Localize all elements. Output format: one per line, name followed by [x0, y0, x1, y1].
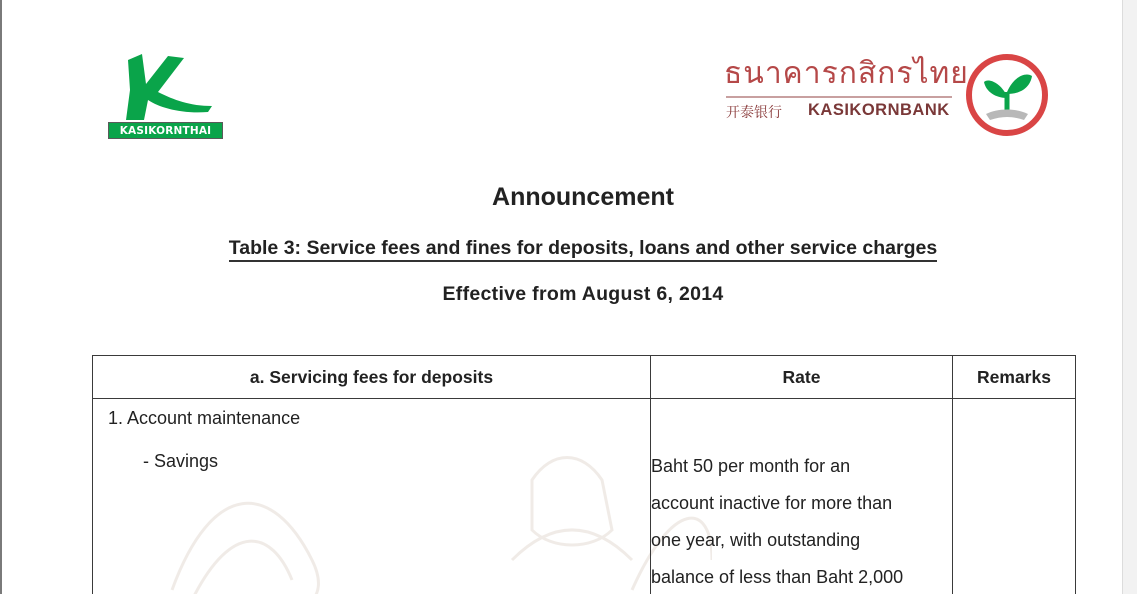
- item-label: 1. Account maintenance: [108, 408, 301, 428]
- column-header-remarks: Remarks: [953, 356, 1076, 399]
- page-edge: [1122, 0, 1137, 594]
- column-header-rate: Rate: [651, 356, 953, 399]
- service-fee-table: [92, 355, 1076, 594]
- kasikornbank-logo: [718, 52, 1053, 142]
- kasikornbank-divider: [726, 96, 952, 98]
- rate-cell: [651, 399, 953, 594]
- rate-line: Baht 50 per month for an: [651, 456, 851, 476]
- page-title: Announcement: [492, 183, 674, 211]
- description-cell: [93, 399, 651, 594]
- kasikornthai-k-mark: [108, 50, 226, 122]
- column-header-description: a. Servicing fees for deposits: [93, 356, 651, 399]
- effective-date: Effective from August 6, 2014: [442, 283, 724, 305]
- table-subtitle-text: Table 3: Service fees and fines for deposits, loans and other service charges: [229, 237, 937, 262]
- table-header-row: [93, 356, 1076, 399]
- table-subtitle: [2, 237, 1137, 260]
- kasikornthai-logo: [108, 50, 226, 142]
- kasikornbank-thai-name: ธนาคารกสิกรไทย: [724, 56, 969, 91]
- rate-line: balance of less than Baht 2,000: [651, 567, 904, 587]
- sub-item-label: - Savings: [143, 451, 219, 471]
- rate-line: account inactive for more than: [651, 493, 893, 513]
- kasikornbank-emblem-icon: [964, 52, 1050, 138]
- remarks-cell: [953, 399, 1076, 594]
- kasikornthai-wordmark: KASIKORNTHAI: [108, 122, 223, 139]
- rate-line: one year, with outstanding: [651, 530, 861, 550]
- kasikornbank-english-name: KASIKORNBANK: [808, 101, 950, 119]
- table-row: [93, 399, 1076, 594]
- kasikornbank-chinese-name: 开泰银行: [726, 105, 782, 121]
